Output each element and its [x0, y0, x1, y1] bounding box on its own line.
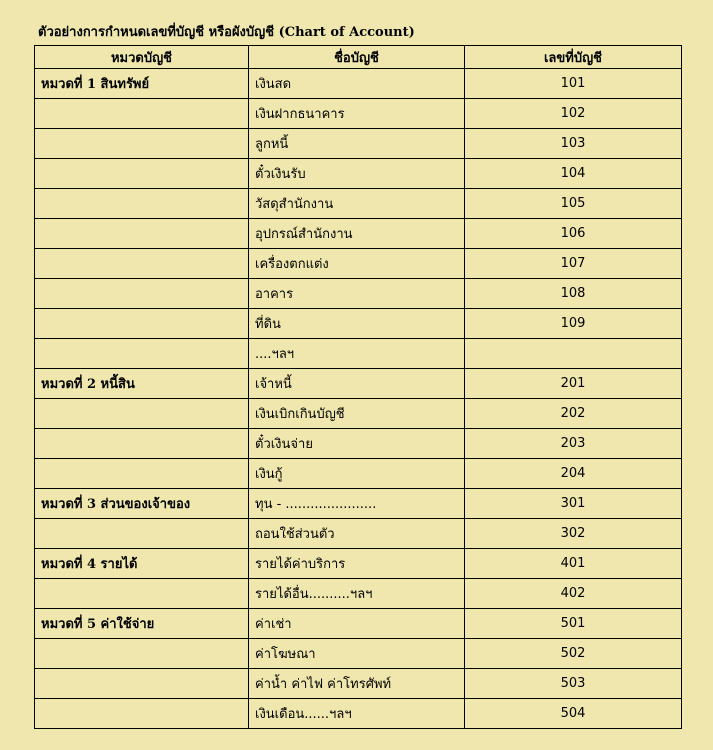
- account-number: 301: [465, 489, 682, 519]
- account-name: รายได้อื่น..........ฯลฯ: [249, 579, 465, 609]
- chart-of-accounts-table: [34, 45, 682, 729]
- account-number: [465, 339, 682, 369]
- account-category: [35, 159, 249, 189]
- account-number: 504: [465, 699, 682, 729]
- account-number: 101: [465, 69, 682, 99]
- account-category: [35, 189, 249, 219]
- account-category: [35, 249, 249, 279]
- account-name: เครื่องตกแต่ง: [249, 249, 465, 279]
- account-category: [35, 129, 249, 159]
- account-category: [35, 639, 249, 669]
- account-number: 202: [465, 399, 682, 429]
- account-name: ที่ดิน: [249, 309, 465, 339]
- table-row: [35, 699, 682, 729]
- account-name: ถอนใช้ส่วนตัว: [249, 519, 465, 549]
- table-row: [35, 219, 682, 249]
- account-number: 104: [465, 159, 682, 189]
- account-category: [35, 279, 249, 309]
- table-row: [35, 609, 682, 639]
- table-row: [35, 579, 682, 609]
- account-category: [35, 459, 249, 489]
- account-name: ค่าน้ำ ค่าไฟ ค่าโทรศัพท์: [249, 669, 465, 699]
- table-row: [35, 489, 682, 519]
- account-category: หมวดที่ 2 หนี้สิน: [35, 369, 249, 399]
- account-number: 203: [465, 429, 682, 459]
- account-category: [35, 219, 249, 249]
- table-row: [35, 129, 682, 159]
- account-category: [35, 339, 249, 369]
- account-number: 302: [465, 519, 682, 549]
- account-number: 402: [465, 579, 682, 609]
- account-name: ตั๋วเงินจ่าย: [249, 429, 465, 459]
- account-name: เงินฝากธนาคาร: [249, 99, 465, 129]
- table-row: [35, 279, 682, 309]
- account-category: หมวดที่ 5 ค่าใช้จ่าย: [35, 609, 249, 639]
- table-header-row: [35, 46, 682, 69]
- account-number: 102: [465, 99, 682, 129]
- account-category: [35, 309, 249, 339]
- account-category: [35, 399, 249, 429]
- account-number: 105: [465, 189, 682, 219]
- table-row: [35, 519, 682, 549]
- account-number: 106: [465, 219, 682, 249]
- table-row: [35, 369, 682, 399]
- account-name: รายได้ค่าบริการ: [249, 549, 465, 579]
- table-row: [35, 459, 682, 489]
- account-name: อุปกรณ์สำนักงาน: [249, 219, 465, 249]
- account-name: เงินเบิกเกินบัญชี: [249, 399, 465, 429]
- table-row: [35, 69, 682, 99]
- account-number: 502: [465, 639, 682, 669]
- account-number: 107: [465, 249, 682, 279]
- account-number: 204: [465, 459, 682, 489]
- account-name: เงินสด: [249, 69, 465, 99]
- table-row: [35, 189, 682, 219]
- account-number: 103: [465, 129, 682, 159]
- account-category: [35, 699, 249, 729]
- account-name: ลูกหนี้: [249, 129, 465, 159]
- account-name: ค่าเช่า: [249, 609, 465, 639]
- account-number: 501: [465, 609, 682, 639]
- header-account-number: เลขที่บัญชี: [465, 46, 682, 69]
- account-category: [35, 579, 249, 609]
- account-category: [35, 99, 249, 129]
- account-name: เงินกู้: [249, 459, 465, 489]
- account-category: [35, 519, 249, 549]
- table-body: [35, 69, 682, 729]
- page-title: ตัวอย่างการกำหนดเลขที่บัญชี หรือผังบัญชี (Chart of Account): [38, 25, 415, 40]
- account-name: ค่าโฆษณา: [249, 639, 465, 669]
- account-name: วัสดุสำนักงาน: [249, 189, 465, 219]
- header-category: หมวดบัญชี: [35, 46, 249, 69]
- table-row: [35, 399, 682, 429]
- account-number: 503: [465, 669, 682, 699]
- header-account-name: ชื่อบัญชี: [249, 46, 465, 69]
- account-category: หมวดที่ 4 รายได้: [35, 549, 249, 579]
- account-category: หมวดที่ 1 สินทรัพย์: [35, 69, 249, 99]
- account-name: ทุน - ......................: [249, 489, 465, 519]
- account-category: หมวดที่ 3 ส่วนของเจ้าของ: [35, 489, 249, 519]
- table-row: [35, 429, 682, 459]
- table-row: [35, 309, 682, 339]
- account-number: 201: [465, 369, 682, 399]
- table-row: [35, 339, 682, 369]
- account-number: 109: [465, 309, 682, 339]
- account-name: เจ้าหนี้: [249, 369, 465, 399]
- account-name: เงินเดือน......ฯลฯ: [249, 699, 465, 729]
- table-row: [35, 669, 682, 699]
- table-row: [35, 99, 682, 129]
- account-name: อาคาร: [249, 279, 465, 309]
- account-category: [35, 669, 249, 699]
- account-category: [35, 429, 249, 459]
- table-row: [35, 159, 682, 189]
- table-row: [35, 249, 682, 279]
- account-name: ....ฯลฯ: [249, 339, 465, 369]
- account-number: 108: [465, 279, 682, 309]
- account-number: 401: [465, 549, 682, 579]
- table-row: [35, 639, 682, 669]
- table-row: [35, 549, 682, 579]
- account-name: ตั๋วเงินรับ: [249, 159, 465, 189]
